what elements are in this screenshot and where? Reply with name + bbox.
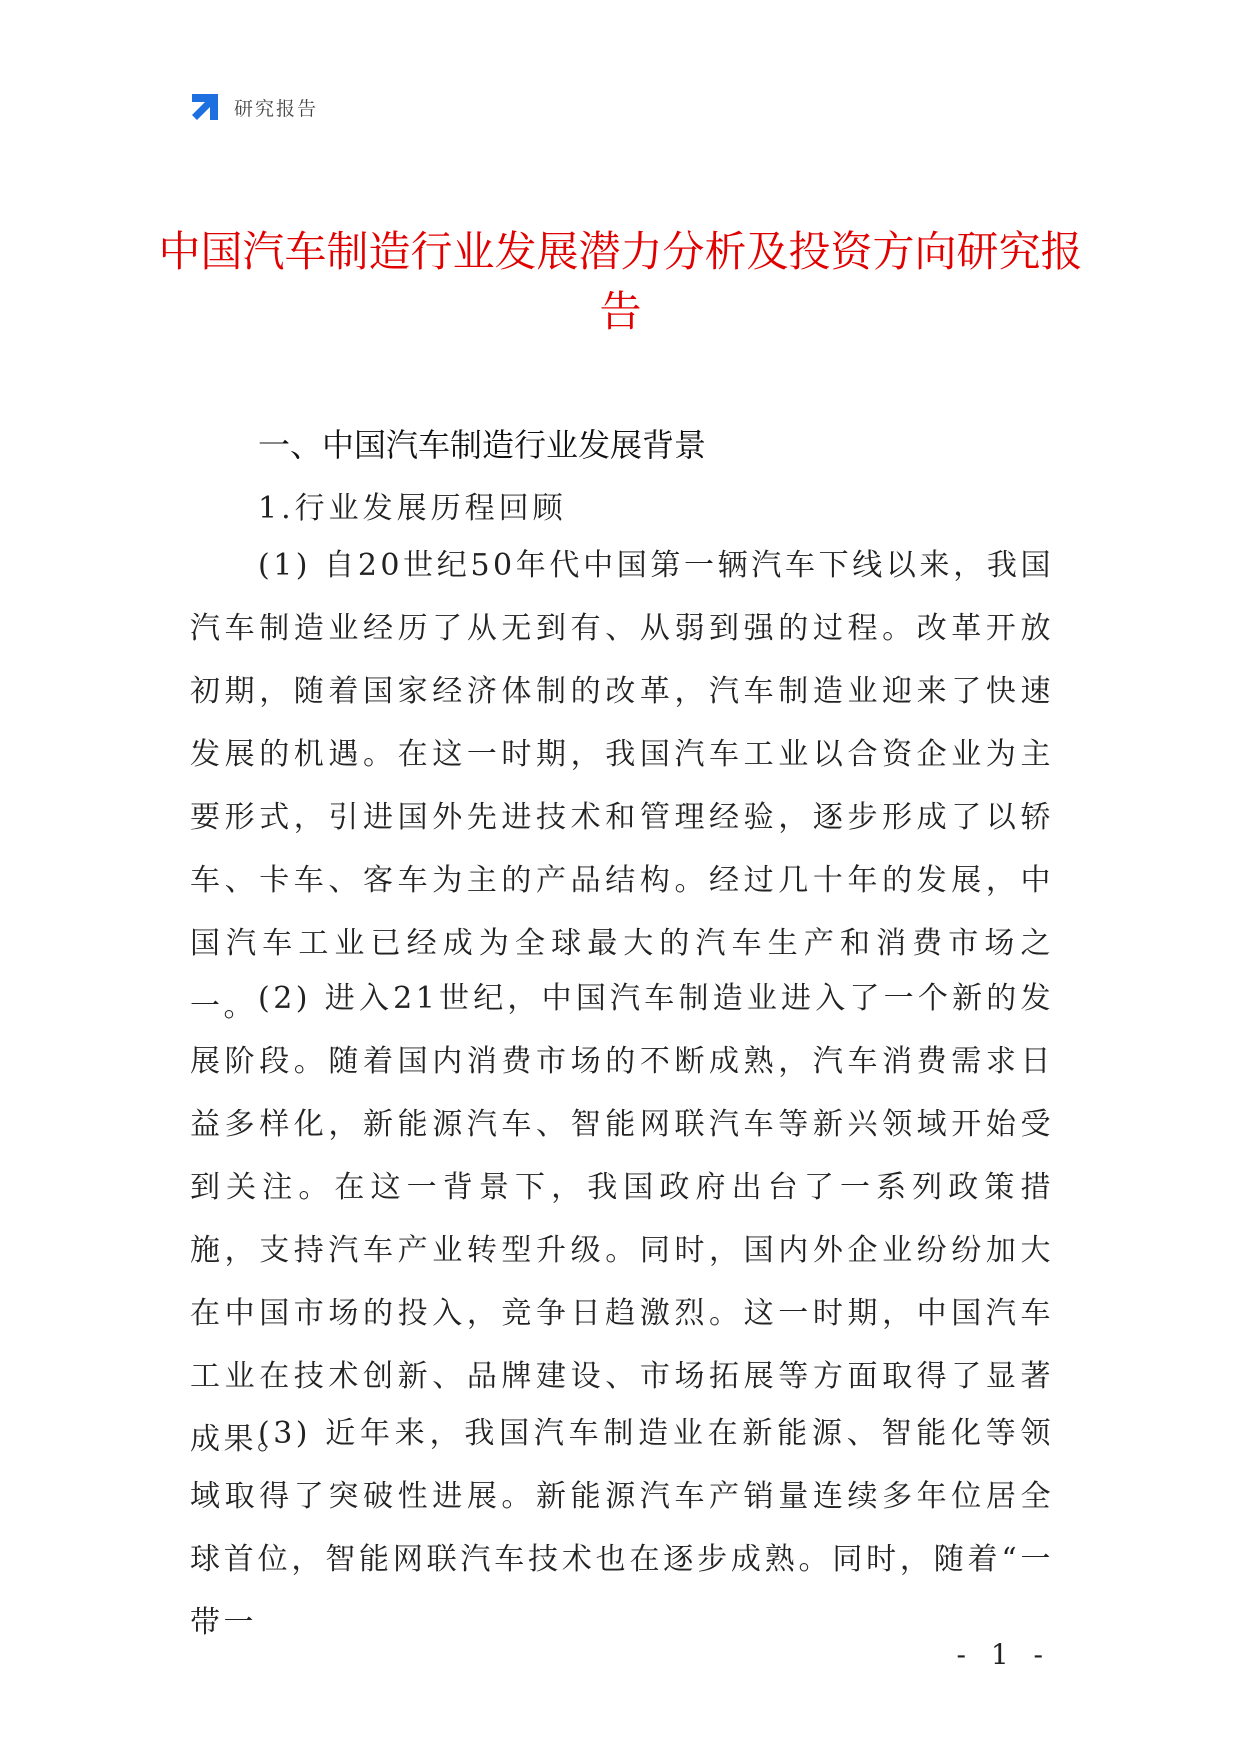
page-number: - 1 -	[956, 1638, 1051, 1671]
paragraph-3: (3) 近年来，我国汽车制造业在新能源、智能化等领域取得了突破性进展。新能源汽车产销量连续多年位居全球首位，智能网联汽车技术也在逐步成熟。同时，随着“一带一	[190, 1416, 1054, 1640]
subsection-heading: 1.行业发展历程回顾	[258, 491, 567, 526]
section-heading: 一、中国汽车制造行业发展背景	[258, 426, 707, 464]
document-header	[188, 90, 318, 124]
paragraph-2: (2) 进入21世纪，中国汽车制造业进入了一个新的发展阶段。随着国内消费市场的不断成熟，汽车消费需求日益多样化，新能源汽车、智能网联汽车等新兴领域开始受到关注。在这一背景下，我国政府出台了一系列政策措施，支持汽车产业转型升级。同时，国内外企业纷纷加大在中国市场的投入，竞争日趋激烈。这一时期，中国汽车工业在技术创新、品牌建设、市场拓展等方面取得了显著成果。	[190, 981, 1054, 1457]
arrow-up-right-icon	[188, 90, 222, 124]
document-title: 中国汽车制造行业发展潜力分析及投资方向研究报告	[158, 227, 1083, 336]
header-label: 研究报告	[234, 97, 319, 120]
paragraph-1: (1) 自20世纪50年代中国第一辆汽车下线以来，我国汽车制造业经历了从无到有、从弱到强的过程。改革开放初期，随着国家经济体制的改革，汽车制造业迎来了快速发展的机遇。在这一时期，我国汽车工业以合资企业为主要形式，引进国外先进技术和管理经验，逐步形成了以轿车、卡车、客车为主的产品结构。经过几十年的发展，中国汽车工业已经成为全球最大的汽车生产和消费市场之一。	[190, 548, 1054, 1024]
